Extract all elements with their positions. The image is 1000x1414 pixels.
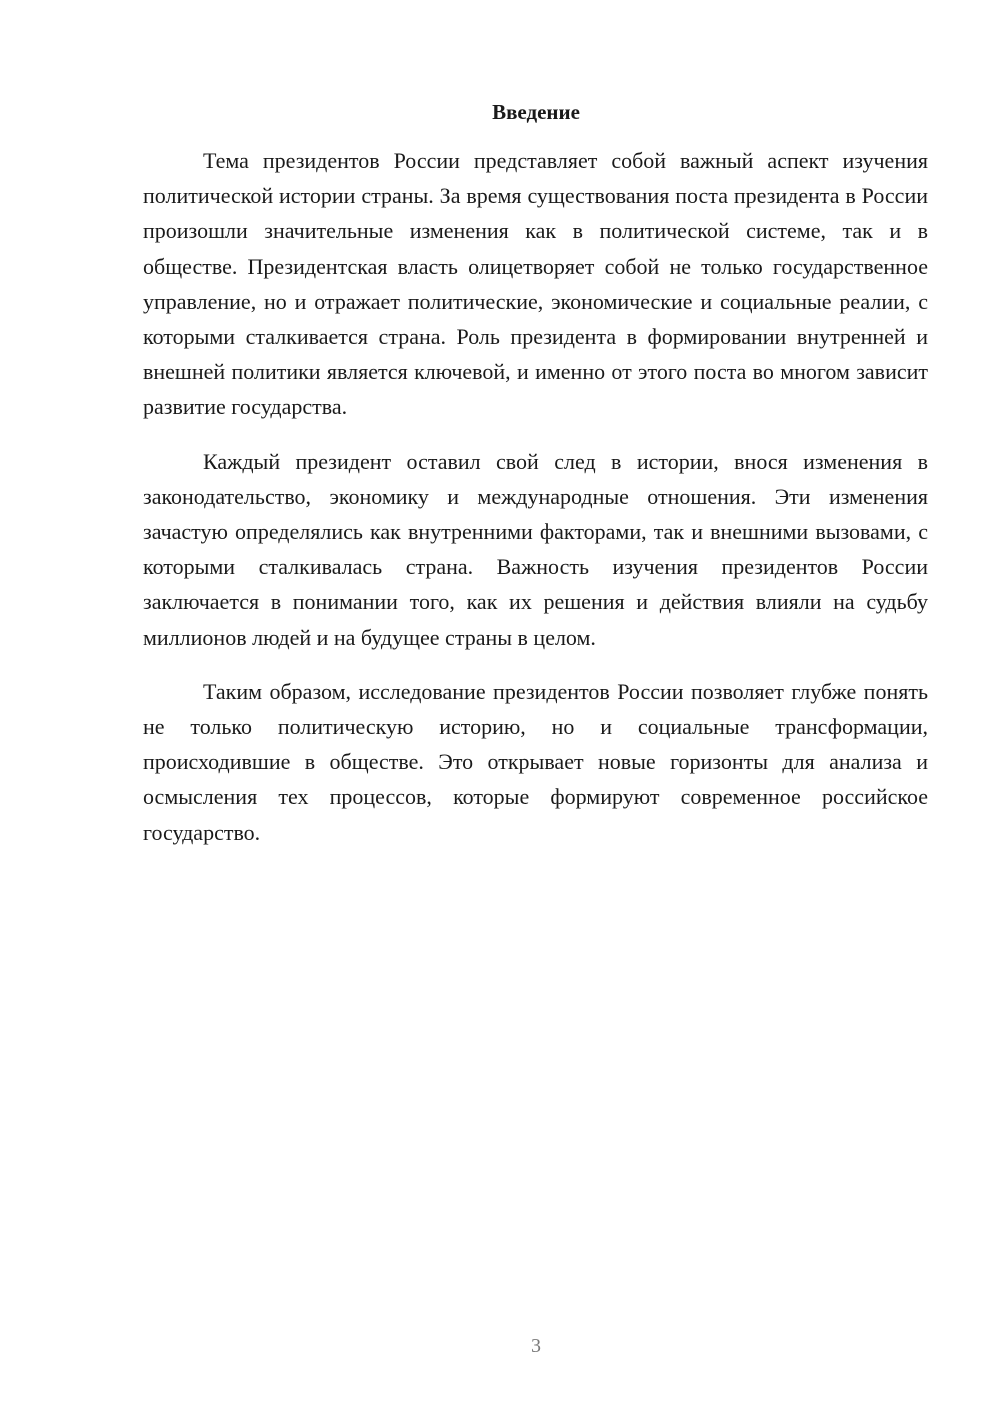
- section-heading: Введение: [492, 100, 580, 124]
- paragraph-2: Каждый президент оставил свой след в истории, внося изменения в законодательство, экономику и международные отношения. Эти изменения зачастую определялись как внутренними факторами, так и внешними вызовами, с которыми сталкивалась страна. Важность изучения президентов России заключается в понимании того, как их решения и действия влияли на судьбу миллионов людей и на будущее страны в целом.: [143, 448, 928, 650]
- paragraph-1: Тема президентов России представляет собой важный аспект изучения политической истории страны. За время существования поста президента в России произошли значительные изменения как в политической системе, так и в обществе. Президентская власть олицетворяет собой не только государственное управление, но и отражает политические, экономические и социальные реалии, с которыми сталкивается страна. Роль президента в формировании внутренней и внешней политики является ключевой, и именно от этого поста во многом зависит развитие государства.: [143, 148, 928, 420]
- page-number: 3: [531, 1335, 541, 1357]
- paragraph-3: Таким образом, исследование президентов России позволяет глубже понять не только политическую историю, но и социальные трансформации, происходившие в обществе. Это открывает новые горизонты для анализа и осмысления тех процессов, которые формируют современное российское государство.: [143, 678, 928, 845]
- body-text: [143, 143, 928, 869]
